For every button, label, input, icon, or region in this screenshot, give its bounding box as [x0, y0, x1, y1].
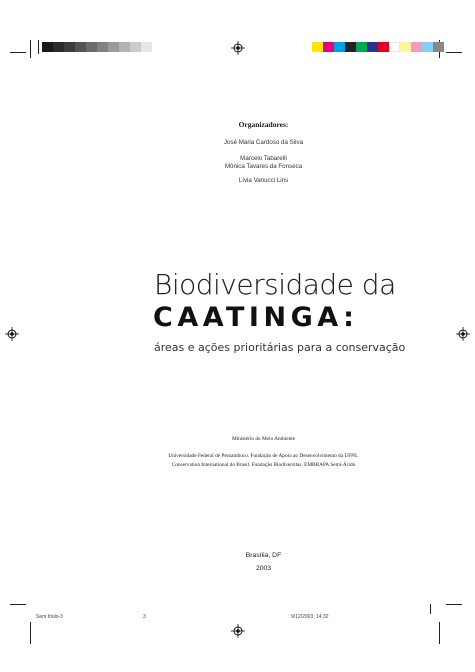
color-swatch — [345, 42, 356, 52]
organizer-name: Mônica Tavares da Fonseca — [224, 163, 303, 170]
color-swatch — [356, 42, 367, 52]
gray-swatch — [53, 42, 64, 52]
book-title: Biodiversidade da — [154, 268, 396, 301]
crop-mark-top-right-h — [446, 52, 462, 53]
color-swatch — [433, 42, 444, 52]
gray-swatch — [42, 42, 53, 52]
gray-swatch — [108, 42, 119, 52]
gray-swatch — [119, 42, 130, 52]
color-swatch — [323, 42, 334, 52]
color-swatch — [334, 42, 345, 52]
process-color-bar — [312, 42, 444, 52]
book-title-caatinga: CAATINGA: — [153, 302, 359, 333]
color-swatch — [389, 42, 400, 52]
institution-line: Ministério do Meio Ambiente — [231, 436, 296, 442]
gray-swatch — [97, 42, 108, 52]
gray-swatch — [64, 42, 75, 52]
registration-mark-bottom — [231, 624, 245, 638]
registration-mark-right — [456, 327, 470, 341]
slug-timestamp: 9/12/2003, 14:32 — [291, 614, 329, 620]
gray-swatch — [130, 42, 141, 52]
gray-swatch — [86, 42, 97, 52]
gray-swatch — [75, 42, 86, 52]
crop-mark-top-left-v2 — [38, 40, 39, 54]
publication-year: 2003 — [255, 565, 272, 572]
crop-mark-top-left-v — [30, 40, 31, 58]
organizers-heading: Organizadores: — [238, 120, 289, 129]
color-swatch — [411, 42, 422, 52]
color-swatch — [400, 42, 411, 52]
color-swatch — [367, 42, 378, 52]
color-swatch — [378, 42, 389, 52]
crop-mark-bottom-left-h — [10, 604, 26, 605]
registration-mark-top — [231, 41, 245, 55]
publication-place: Brasília, DF — [245, 552, 282, 559]
organizer-name: José Maria Cardoso da Silva — [223, 139, 304, 146]
book-subtitle: áreas e ações prioritárias para a conservação — [154, 341, 406, 354]
institution-line: Conservation International do Brasil. Fundação Biodiversitas. EMBRAPA Semi-Árido — [171, 462, 356, 468]
crop-mark-bottom-right-h — [446, 604, 462, 605]
color-swatch — [312, 42, 323, 52]
organizer-name: Marcelo Tabarelli — [240, 155, 287, 162]
gray-swatch — [141, 42, 152, 52]
slug-page-number: 3 — [143, 614, 146, 620]
crop-mark-bottom-left-v — [30, 622, 31, 644]
organizer-name: Lívia Vanucci Lins — [238, 177, 289, 184]
color-swatch — [422, 42, 433, 52]
slug-filename: Sem título-3 — [36, 614, 63, 620]
registration-mark-left — [5, 327, 19, 341]
crop-mark-bottom-right-v2 — [430, 604, 431, 614]
gray-color-bar — [42, 42, 152, 52]
crop-mark-bottom-right-v — [439, 622, 440, 644]
institution-line: Universidade Federal de Pernambuco. Fundação de Apoio ao Desenvolvimento da UFPE. — [168, 453, 359, 459]
crop-mark-top-left-h — [10, 52, 26, 53]
